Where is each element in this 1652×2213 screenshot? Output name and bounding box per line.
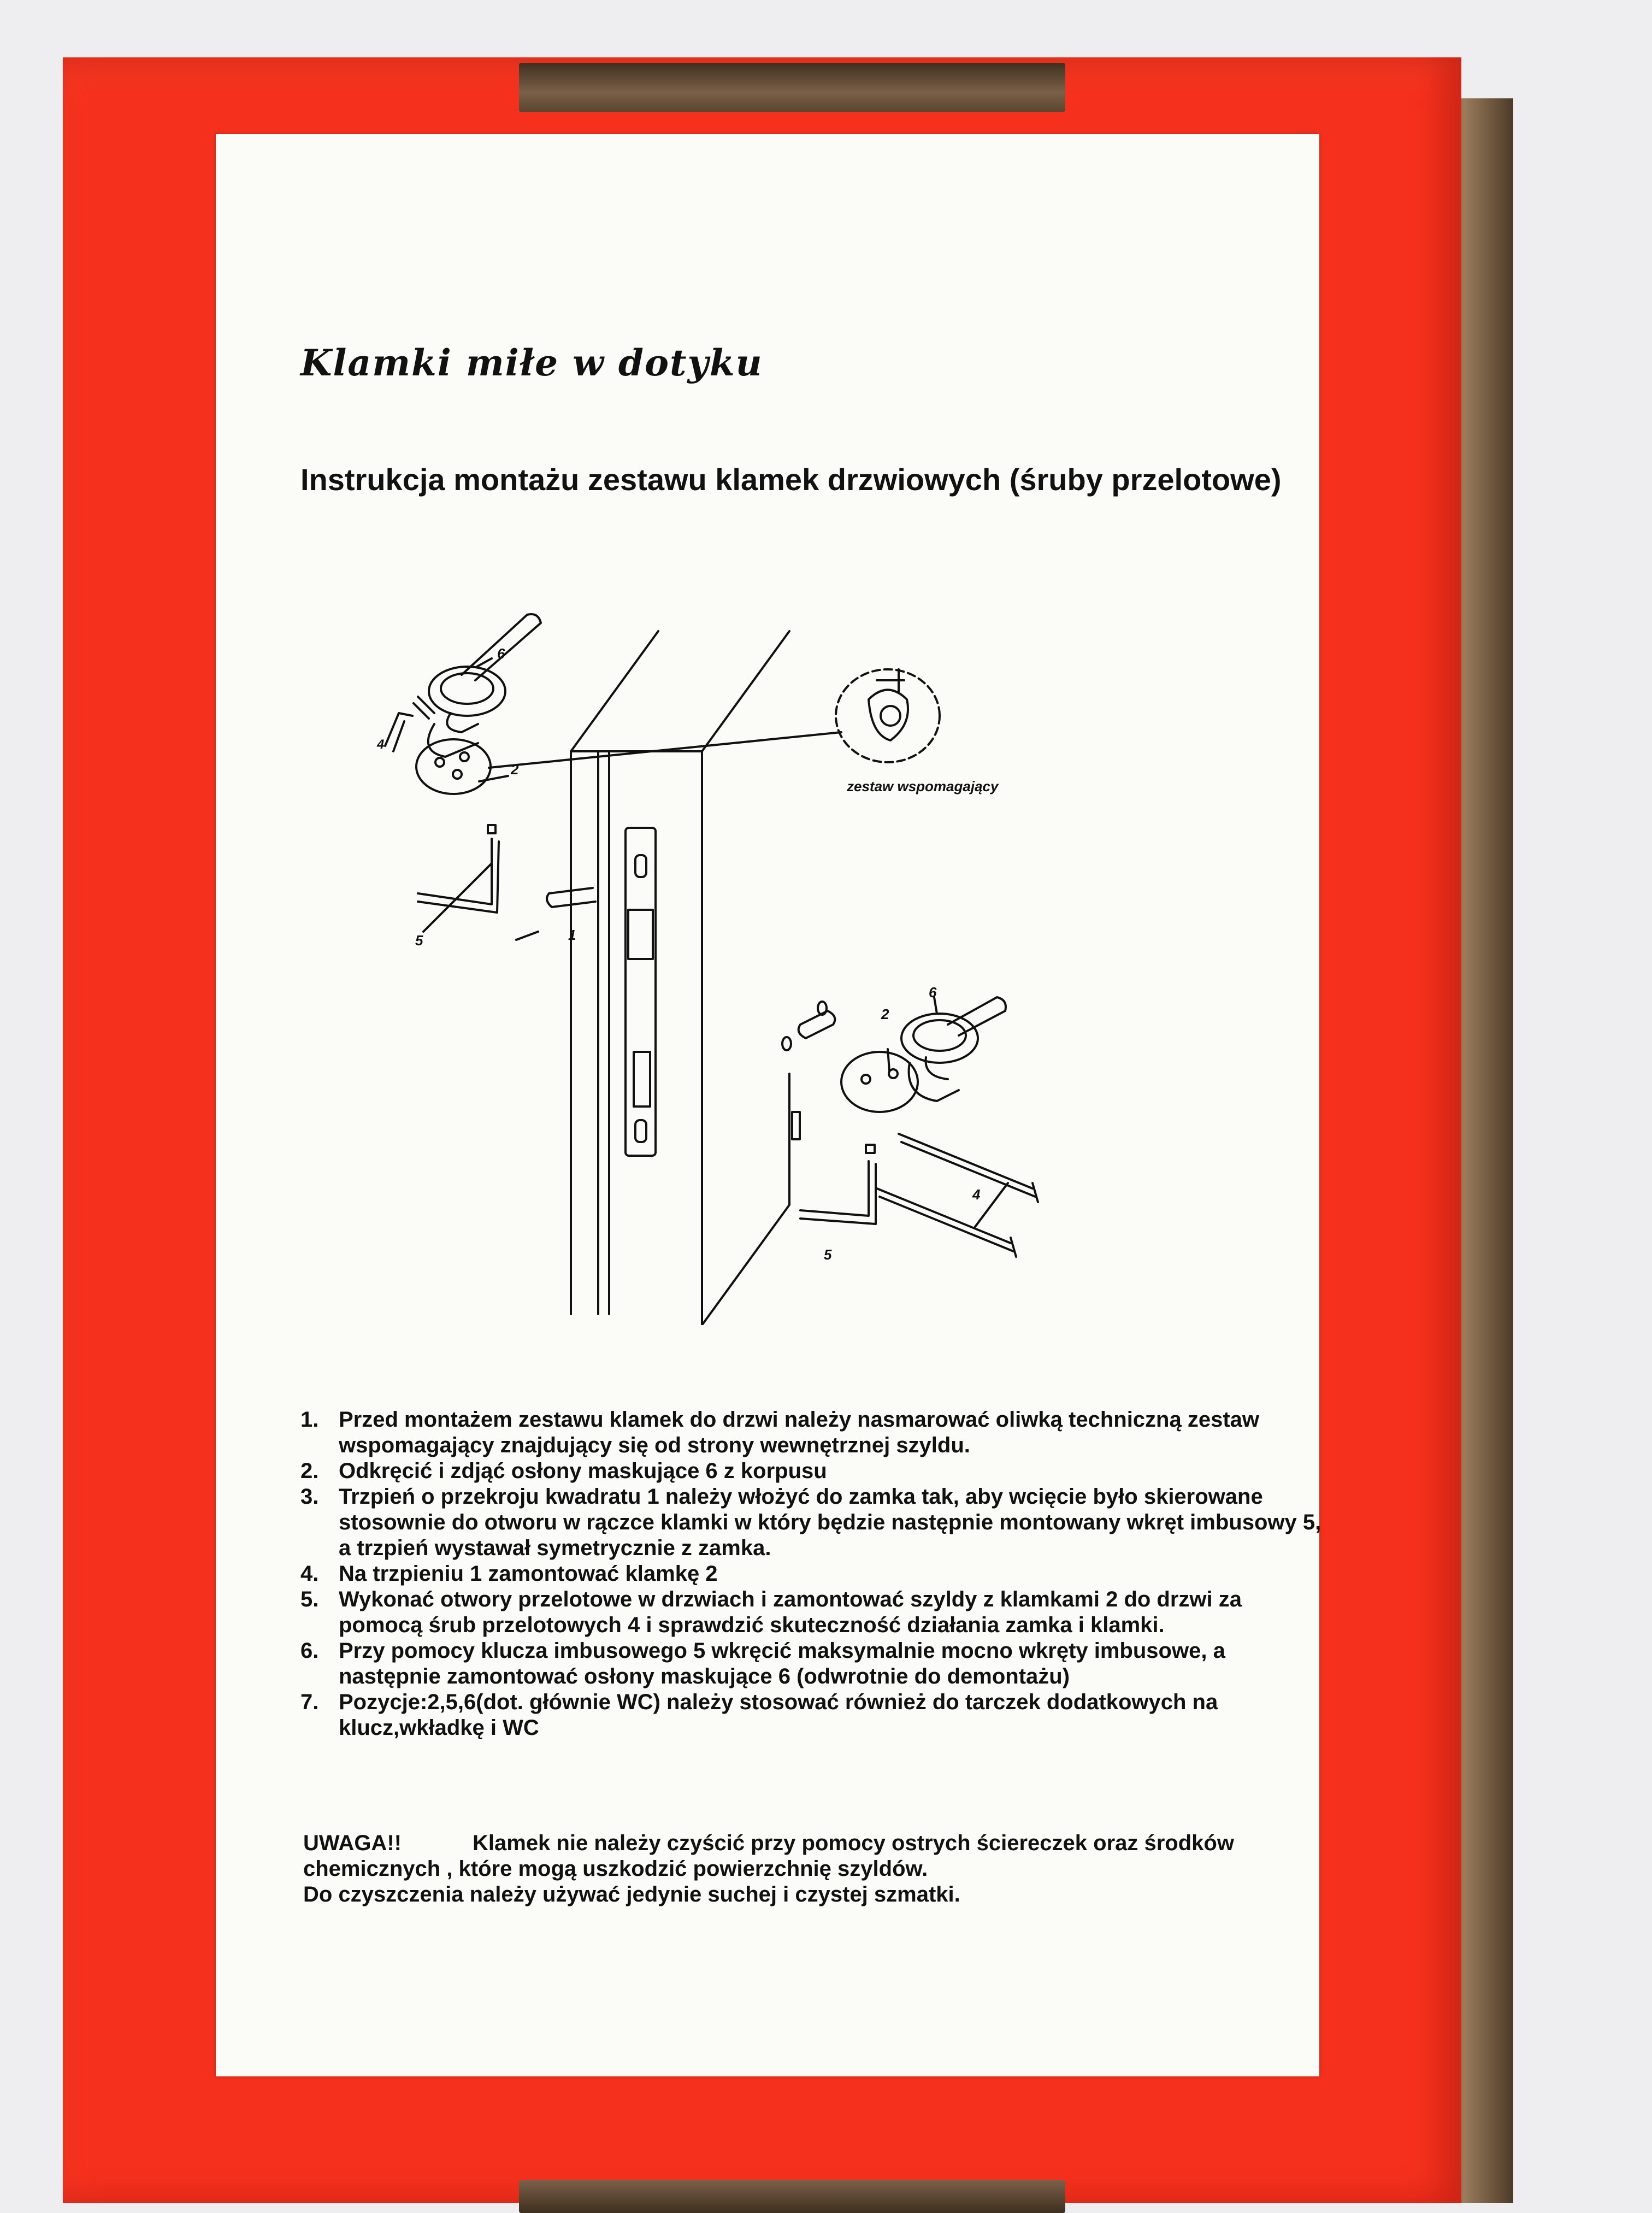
through-bolts-4 <box>877 1134 1038 1257</box>
step-item <box>300 1484 1328 1561</box>
rosette-2-left <box>416 739 491 794</box>
door-outline <box>571 631 789 1325</box>
step-item <box>300 1561 1328 1587</box>
part-label-2-left: 2 <box>511 761 519 778</box>
step-text: Przy pomocy klucza imbusowego 5 wkręcić maksymalnie mocno wkręty imbusowe, a następnie zamontować osłony maskujące 6 (odwrotnie do demontażu) <box>339 1639 1225 1688</box>
assembly-diagram <box>352 582 1161 1325</box>
warning-text-2: Do czyszczenia należy używać jedynie suchej i czystej szmatki. <box>303 1882 960 1906</box>
part-label-6-left: 6 <box>497 645 505 662</box>
box-top-slot <box>519 63 1065 112</box>
step-text: Pozycje:2,5,6(dot. głównie WC) należy stosować również do tarczek dodatkowych na klucz,wkładkę i WC <box>339 1690 1218 1740</box>
step-item <box>300 1458 1328 1484</box>
slogan: Klamki miłe w dotyku <box>300 342 763 384</box>
inset-assist-set <box>836 669 940 762</box>
step-number: 3. <box>300 1485 319 1509</box>
step-item <box>300 1407 1328 1458</box>
instruction-title: Instrukcja montażu zestawu klamek drzwiowych (śruby przelotowe) <box>300 462 1282 497</box>
part-label-5-left: 5 <box>415 932 423 949</box>
part-label-6-right: 6 <box>929 984 937 1000</box>
spindle-right <box>799 1011 835 1038</box>
inset-caption: zestaw wspomagający <box>847 778 999 794</box>
allen-key-right <box>800 1161 876 1224</box>
step-text: Przed montażem zestawu klamek do drzwi należy nasmarować oliwką techniczną zestaw wspomagający znajdujący się od strony wewnętrznej szyldu. <box>339 1408 1260 1457</box>
instruction-label <box>216 134 1319 2076</box>
part-label-4-left: 4 <box>377 737 385 752</box>
step-number: 2. <box>300 1459 319 1483</box>
box-bottom-slot <box>519 2180 1065 2213</box>
handle-left <box>428 614 541 757</box>
step-number: 4. <box>300 1562 319 1586</box>
step-number: 7. <box>300 1690 319 1714</box>
step-text: Odkręcić i zdjąć osłony maskujące 6 z korpusu <box>339 1459 827 1483</box>
rosette-2-right <box>841 1052 918 1112</box>
step-number: 5. <box>300 1587 319 1611</box>
part-label-4-right: 4 <box>972 1186 981 1203</box>
step-item <box>300 1638 1328 1690</box>
warning-text-1: Klamek nie należy czyścić przy pomocy ostrych ściereczek oraz środków chemicznych , które mogą uszkodzić powierzchnię szyldów. <box>303 1831 1234 1881</box>
step-item <box>300 1690 1328 1741</box>
assembly-steps <box>300 1407 1328 1741</box>
warning-label: UWAGA!! <box>303 1831 402 1855</box>
part-label-5-right: 5 <box>824 1246 832 1263</box>
step-number: 1. <box>300 1408 319 1432</box>
warning-note <box>303 1831 1330 1908</box>
allen-key-left <box>418 839 499 913</box>
part-label-1: 1 <box>568 927 576 943</box>
step-text: Wykonać otwory przelotowe w drzwiach i zamontować szyldy z klamkami 2 do drzwi za pomocą śrub przelotowych 4 i sprawdzić skuteczność działania zamka i klamki. <box>339 1587 1242 1637</box>
step-text: Na trzpieniu 1 zamontować klamkę 2 <box>339 1562 718 1586</box>
part-label-2-right: 2 <box>881 1006 889 1022</box>
step-item <box>300 1587 1328 1638</box>
step-text: Trzpień o przekroju kwadratu 1 należy włożyć do zamka tak, aby wcięcie było skierowane stosownie do otworu w rączce klamki w który będzie następnie montowany wkręt imbusowy 5, a trzpień wystawał symetrycznie z zamka. <box>339 1485 1321 1560</box>
handle-right <box>909 997 1006 1101</box>
step-number: 6. <box>300 1639 319 1663</box>
